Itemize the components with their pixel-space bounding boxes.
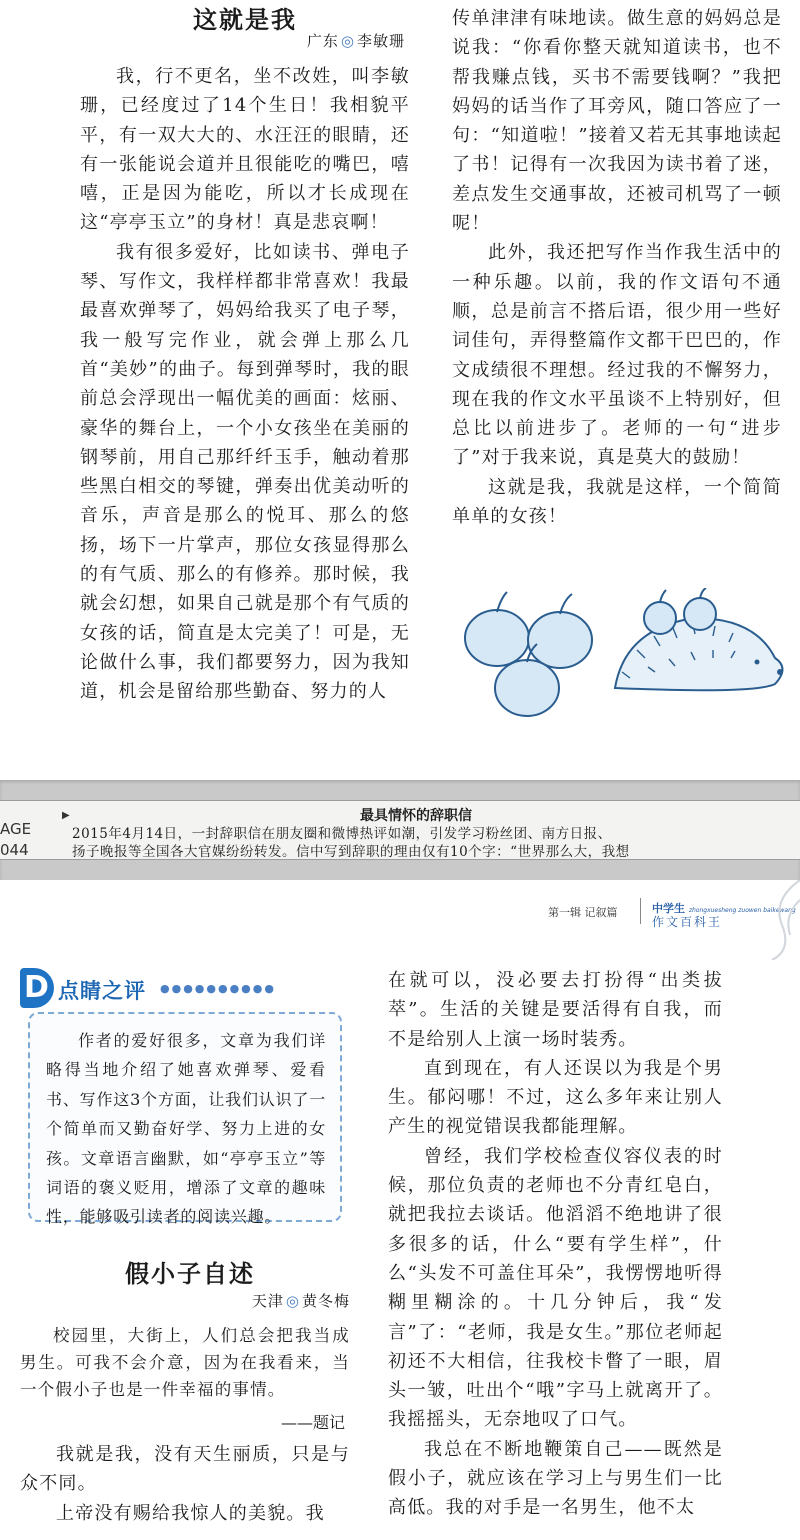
article-left-column [20, 1440, 350, 1528]
comment-text [46, 1026, 326, 1232]
brand-subtitle: 作文百科王 [652, 915, 723, 929]
paragraph: 传单津津有味地读。做生意的妈妈总是说我：“你看你整天就知道读书，也不帮我赚点钱，买书不需要钱啊？”我把妈妈的话当作了耳旁风，随口答应了一句：“知道啦！”接着又若无其事地读起了书！记得有一次我因为读书着了迷，差点发生交通事故，还被司机骂了一顿呢！ [452, 8, 782, 235]
page-label: AGE [0, 820, 32, 838]
byline-separator: ◎ [340, 32, 355, 50]
brand-pinyin: zhongxuesheng zuowen baikewang [688, 907, 796, 914]
comment-title: 点睛之评 [58, 979, 146, 1003]
byline-author: 李敏珊 [356, 32, 405, 50]
paragraph: 我总在不断地鞭策自己——既然是假小子，就应该在学习上与男生们一比高低。我的对手是一名男生，他不太 [388, 1438, 723, 1519]
news-title: 最具情怀的辞职信 [360, 808, 472, 824]
apple-icon [465, 610, 529, 666]
byline-separator: ◎ [285, 1292, 300, 1310]
article-byline [20, 1290, 350, 1311]
paragraph: 此外，我还把写作当作我生活中的一种乐趣。以前，我的作文语句不通顺，总是前言不搭后语，很少用一些好词佳句，弄得整篇作文都干巴巴的，作文成绩很不理想。经过我的不懈努力，现在我的作文水平虽谈不上特别好，但总比以前进步了。老师的一句“进步了”对于我来说，真是莫大的鼓励！ [452, 242, 782, 469]
paragraph: 曾经，我们学校检查仪容仪表的时候，那位负责的老师也不分青红皂白，就把我拉去谈话。他滔滔不绝地讲了很多很多的话，什么“要有学生样”，什么“头发不可盖住耳朵”，我愣愣地听得糊里糊涂的。十几分钟后，我“发言”了：“老师，我是女生。”那位老师起初还不大相信，往我校卡瞥了一眼，眉头一皱，吐出个“哦”字马上就离开了。我摇摇头，无奈地叹了口气。 [388, 1145, 723, 1431]
paragraph: 我，行不更名，坐不改姓，叫李敏珊，已经度过了14个生日！我相貌平平，有一双大大的、水汪汪的眼睛，还有一张能说会道并且很能吃的嘴巴，嘻嘻，正是因为能吃，所以才长成现在这“亭亭玉立”的身材！真是悲哀啊！ [80, 66, 410, 234]
comment-badge: D [20, 968, 54, 1008]
article-epigraph [20, 1322, 350, 1403]
article-left-column [80, 62, 410, 707]
header-divider [640, 898, 641, 924]
paragraph: 上帝没有赐给我惊人的美貌。我 [56, 1502, 325, 1524]
epigraph-sign: ——题记 [280, 1413, 345, 1432]
comment-title-dots: ●●●●●●●●●● [160, 982, 276, 995]
paragraph: 我有很多爱好，比如读书、弹电子琴、写作文，我样样都非常喜欢！我最最喜欢弹琴了，妈妈给我买了电子琴，我一般写完作业，就会弹上那么几首“美妙”的曲子。每到弹琴时，我的眼前总会浮现出一幅优美的画面：炫丽、豪华的舞台上，一个小女孩坐在美丽的钢琴前，用自己那纤纤玉手，触动着那些黑白相交的琴键，弹奏出优美动听的音乐，声音是那么的悦耳、那么的悠扬，场下一片掌声，那位女孩显得那么的有气质、那么的有修养。那时候，我就会幻想，如果自己就是那个有气质的女孩的话，简直是太完美了！可是，无论做什么事，我们都要努力，因为我知道，机会是留给那些勤奋、努力的人 [80, 241, 410, 703]
paragraph: 在就可以，没必要去打扮得“出类拔萃”。生活的关键是要活得有自我，而不是给别人上演一场时装秀。 [388, 970, 723, 1050]
epigraph-text: 校园里，大街上，人们总会把我当成男生。可我不会介意，因为在我看来，当一个假小子也是一件幸福的事情。 [20, 1326, 350, 1399]
paragraph: 直到现在，有人还误以为我是个男生。郁闷哪！不过，这么多年来让别人产生的视觉错误我都能理解。 [388, 1057, 723, 1138]
article-right-column [388, 966, 723, 1523]
article-title: 假小子自述 [125, 1259, 255, 1288]
corner-decoration [762, 880, 800, 960]
byline-author: 黄冬梅 [301, 1292, 350, 1310]
apples-hedgehog-illustration [455, 588, 795, 728]
apple-icon [528, 612, 592, 668]
section-label: 第一辑 记叙篇 [548, 906, 618, 919]
comment-paragraph: 作者的爱好很多，文章为我们详略得当地介绍了她喜欢弹琴、爱看书、写作这3个方面，让我们认识了一个简单而又勤奋好学、努力上进的女孩。文章语言幽默，如“亭亭玉立”等词语的褒义贬用，增添了文章的趣味性，能够吸引读者的阅读兴趣。 [46, 1031, 326, 1227]
news-line-2: 扬子晚报等全国各大官媒纷纷转发。信中写到辞职的理由仅有10个字：“世界那么大，我想 [72, 844, 630, 860]
article-byline [80, 30, 405, 51]
brand-top: 中学生 [652, 902, 685, 915]
page-number: 044 [0, 841, 29, 859]
news-line-1: 2015年4月14日，一封辞职信在朋友圈和微博热评如潮，引发学习粉丝团、南方日报、 [72, 826, 612, 842]
hedgehog-icon [615, 588, 783, 690]
byline-place: 天津 [251, 1292, 284, 1310]
paragraph: 这就是我，我就是这样，一个简简单单的女孩！ [452, 476, 782, 528]
apple-icon [495, 660, 559, 716]
article-right-column [452, 4, 782, 531]
arrow-right-icon: ▶ [62, 810, 70, 821]
article-title: 这就是我 [193, 5, 297, 34]
byline-place: 广东 [306, 32, 339, 50]
paragraph: 我就是我，没有天生丽质，只是与众不同。 [20, 1444, 350, 1495]
